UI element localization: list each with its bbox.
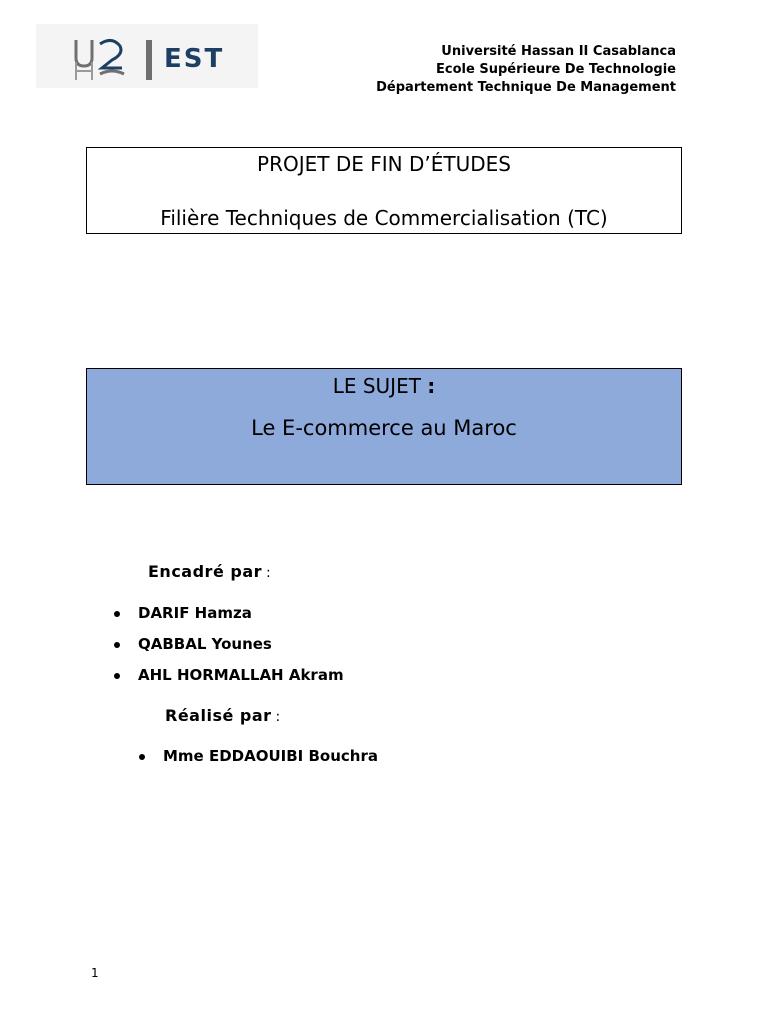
project-title: PROJET DE FIN D’ÉTUDES	[257, 152, 511, 176]
uh2-est-logo	[36, 24, 258, 88]
supervisors-list	[114, 603, 344, 696]
supervised-by-colon: :	[266, 565, 272, 581]
list-item	[139, 746, 378, 777]
subject-label	[87, 373, 681, 399]
author-name: Mme EDDAOUIBI Bouchra	[163, 747, 378, 765]
institution-header	[376, 43, 676, 97]
supervisor-name: AHL HORMALLAH Akram	[138, 666, 344, 684]
list-item	[114, 634, 344, 665]
logo-est-text: EST	[164, 44, 225, 74]
realized-by-heading	[165, 706, 281, 725]
university-name: Université Hassan II Casablanca	[441, 44, 676, 59]
subject-label-text: LE SUJET	[332, 374, 421, 398]
supervised-by-label: Encadré par	[148, 562, 263, 581]
subject-box	[86, 368, 682, 485]
subject-title: Le E-commerce au Maroc	[251, 416, 517, 440]
list-item	[114, 603, 344, 634]
realized-by-colon: :	[275, 709, 281, 725]
page-number: 1	[91, 966, 99, 980]
supervisor-name: DARIF Hamza	[138, 604, 252, 622]
project-filiere: Filière Techniques de Commercialisation (TC)	[160, 206, 608, 230]
bullet-icon	[114, 642, 120, 648]
supervised-by-heading	[148, 562, 271, 581]
bullet-icon	[114, 611, 120, 617]
uh2-monogram-icon	[72, 38, 142, 82]
authors-list	[139, 746, 378, 777]
department-name: Département Technique De Management	[376, 80, 676, 95]
bullet-icon	[114, 673, 120, 679]
logo-divider	[146, 40, 152, 80]
project-title-box	[86, 147, 682, 234]
subject-label-colon: :	[427, 374, 436, 398]
list-item	[114, 665, 344, 696]
bullet-icon	[139, 754, 145, 760]
school-name: Ecole Supérieure De Technologie	[436, 62, 676, 77]
supervisor-name: QABBAL Younes	[138, 635, 272, 653]
realized-by-label: Réalisé par	[165, 706, 272, 725]
